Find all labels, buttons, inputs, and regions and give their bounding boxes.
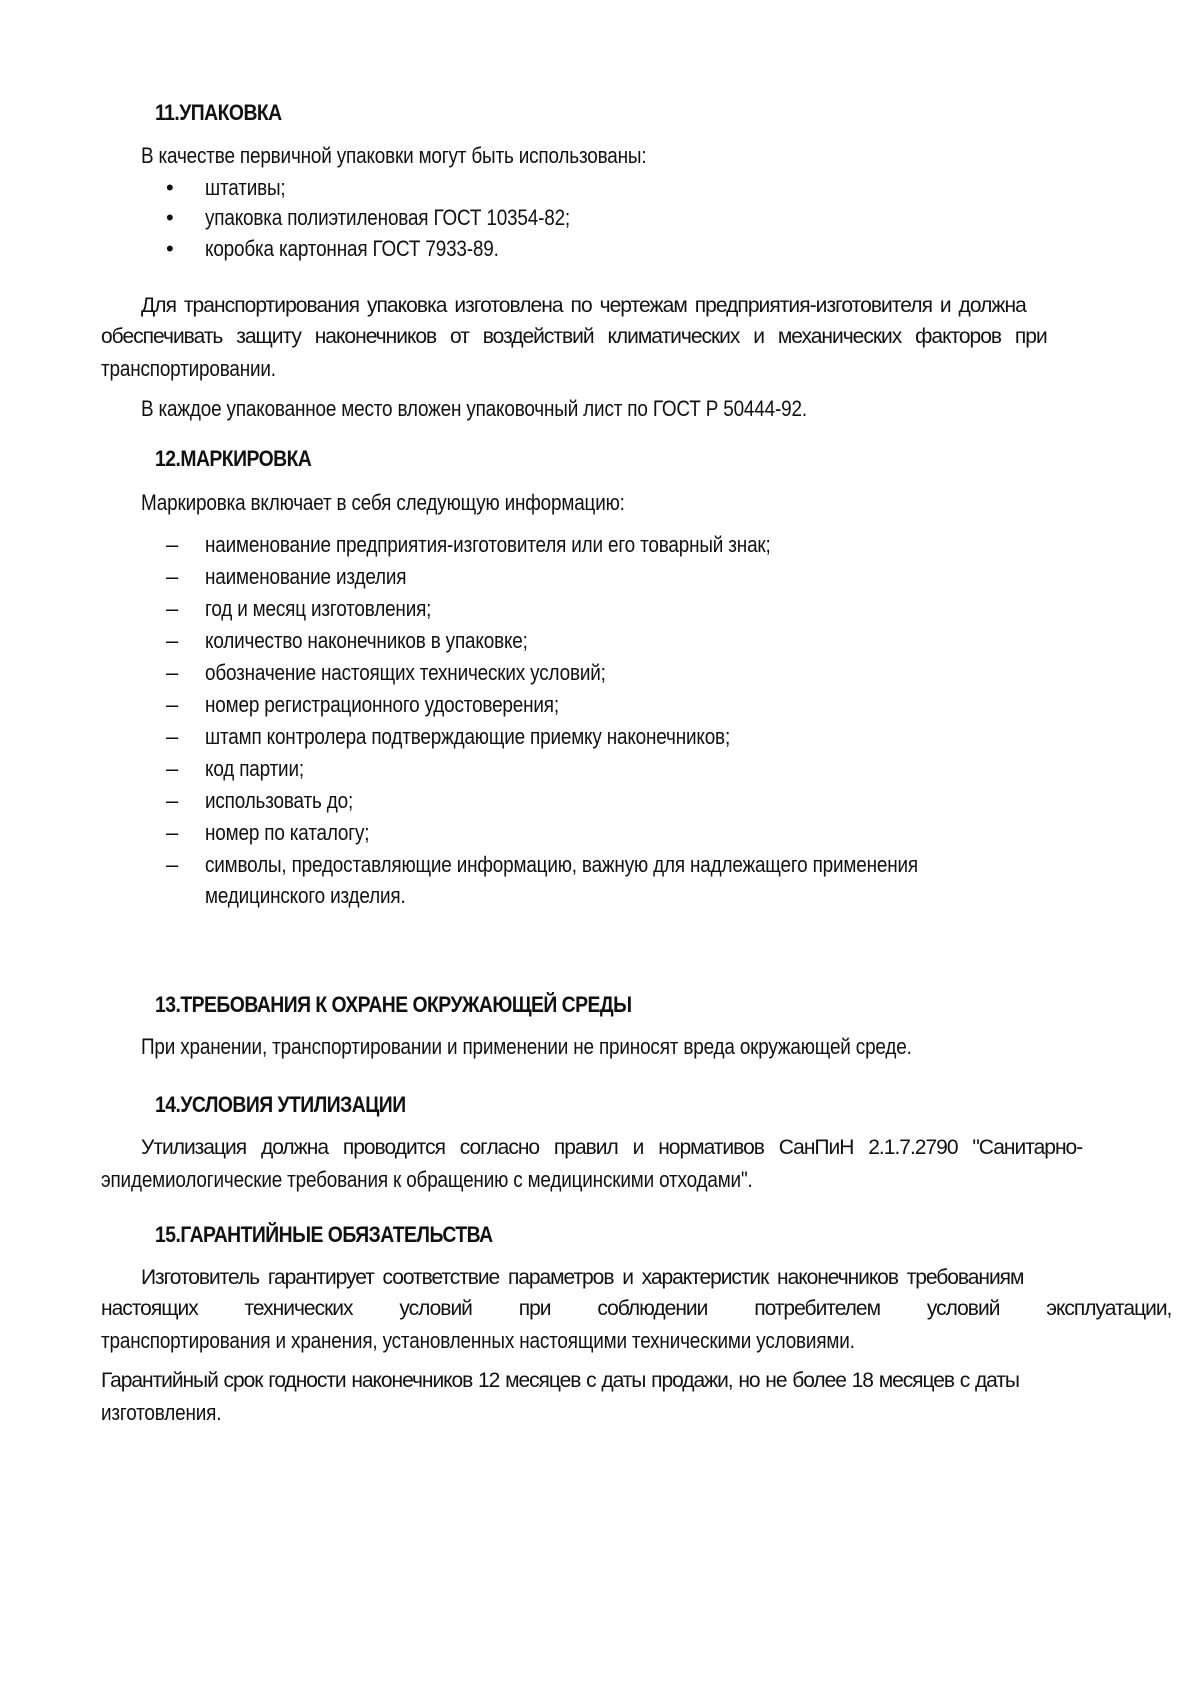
section-title: УСЛОВИЯ УТИЛИЗАЦИИ — [180, 1092, 406, 1117]
dash-marker: – — [166, 820, 179, 845]
section-15-heading — [155, 1222, 493, 1248]
list-item: обозначение настоящих технических условий; — [205, 660, 606, 685]
section-11-heading — [155, 100, 282, 126]
dash-marker: – — [166, 852, 179, 877]
paragraph-line: обеспечивать защиту наконечников от воздействий климатических и механических факторов при — [101, 325, 1047, 348]
dash-marker: – — [166, 532, 179, 557]
list-item: количество наконечников в упаковке; — [205, 628, 528, 653]
paragraph-line: Утилизация должна проводится согласно правил и нормативов СанПиН 2.1.7.2790 "Санитарно- — [141, 1136, 1083, 1159]
list-item: штативы; — [205, 175, 286, 200]
list-item: коробка картонная ГОСТ 7933-89. — [205, 236, 499, 261]
list-item: номер регистрационного удостоверения; — [205, 692, 559, 717]
section-title: ГАРАНТИЙНЫЕ ОБЯЗАТЕЛЬСТВА — [180, 1222, 493, 1247]
bullet-marker: • — [166, 205, 174, 230]
dash-marker: – — [166, 660, 179, 685]
dash-marker: – — [166, 628, 179, 653]
list-item: упаковка полиэтиленовая ГОСТ 10354-82; — [205, 205, 571, 230]
section-13-heading — [155, 992, 632, 1018]
list-item: использовать до; — [205, 788, 354, 813]
section-13-text: При хранении, транспортировании и применении не приносят вреда окружающей среде. — [141, 1034, 912, 1059]
list-item: код партии; — [205, 756, 304, 781]
section-11-closing: В каждое упакованное место вложен упаковочный лист по ГОСТ Р 50444-92. — [141, 396, 807, 421]
dash-marker: – — [166, 724, 179, 749]
list-item-continuation: медицинского изделия. — [205, 883, 406, 908]
section-title: УПАКОВКА — [179, 100, 282, 125]
section-title: МАРКИРОВКА — [180, 446, 312, 471]
section-title: ТРЕБОВАНИЯ К ОХРАНЕ ОКРУЖАЮЩЕЙ СРЕДЫ — [180, 992, 632, 1017]
list-item: год и месяц изготовления; — [205, 596, 432, 621]
bullet-marker: • — [166, 236, 174, 261]
paragraph-line: эпидемиологические требования к обращению с медицинскими отходами". — [101, 1167, 753, 1192]
section-number: 14. — [155, 1092, 181, 1117]
section-12-intro: Маркировка включает в себя следующую информацию: — [141, 490, 625, 515]
list-item: наименование изделия — [205, 564, 407, 589]
dash-marker: – — [166, 564, 179, 589]
list-item: номер по каталогу; — [205, 820, 370, 845]
list-item: штамп контролера подтверждающие приемку наконечников; — [205, 724, 731, 749]
paragraph-line: транспортировании. — [101, 356, 276, 381]
section-11-intro: В качестве первичной упаковки могут быть использованы: — [141, 143, 647, 168]
section-number: 13. — [155, 992, 181, 1017]
list-item: символы, предоставляющие информацию, важную для надлежащего применения — [205, 852, 918, 877]
bullet-marker: • — [166, 175, 174, 200]
section-12-heading — [155, 446, 311, 472]
paragraph-line: Для транспортирования упаковка изготовлена по чертежам предприятия-изготовителя и должна — [141, 294, 1026, 317]
paragraph-line: транспортирования и хранения, установленных настоящими техническими условиями. — [101, 1328, 855, 1353]
section-number: 15. — [155, 1222, 181, 1247]
dash-marker: – — [166, 596, 179, 621]
dash-marker: – — [166, 756, 179, 781]
paragraph-line: изготовления. — [101, 1400, 222, 1425]
paragraph-line: настоящих технических условий при соблюдении потребителем условий эксплуатации, — [101, 1297, 1172, 1320]
paragraph-line: Гарантийный срок годности наконечников 12 месяцев с даты продажи, но не более 18 месяцев с даты — [101, 1369, 1019, 1392]
section-number: 11. — [155, 100, 180, 125]
list-item: наименование предприятия-изготовителя или его товарный знак; — [205, 532, 771, 557]
paragraph-line: Изготовитель гарантирует соответствие параметров и характеристик наконечников требованиям — [141, 1266, 1024, 1289]
section-number: 12. — [155, 446, 181, 471]
dash-marker: – — [166, 692, 179, 717]
dash-marker: – — [166, 788, 179, 813]
section-14-heading — [155, 1092, 406, 1118]
